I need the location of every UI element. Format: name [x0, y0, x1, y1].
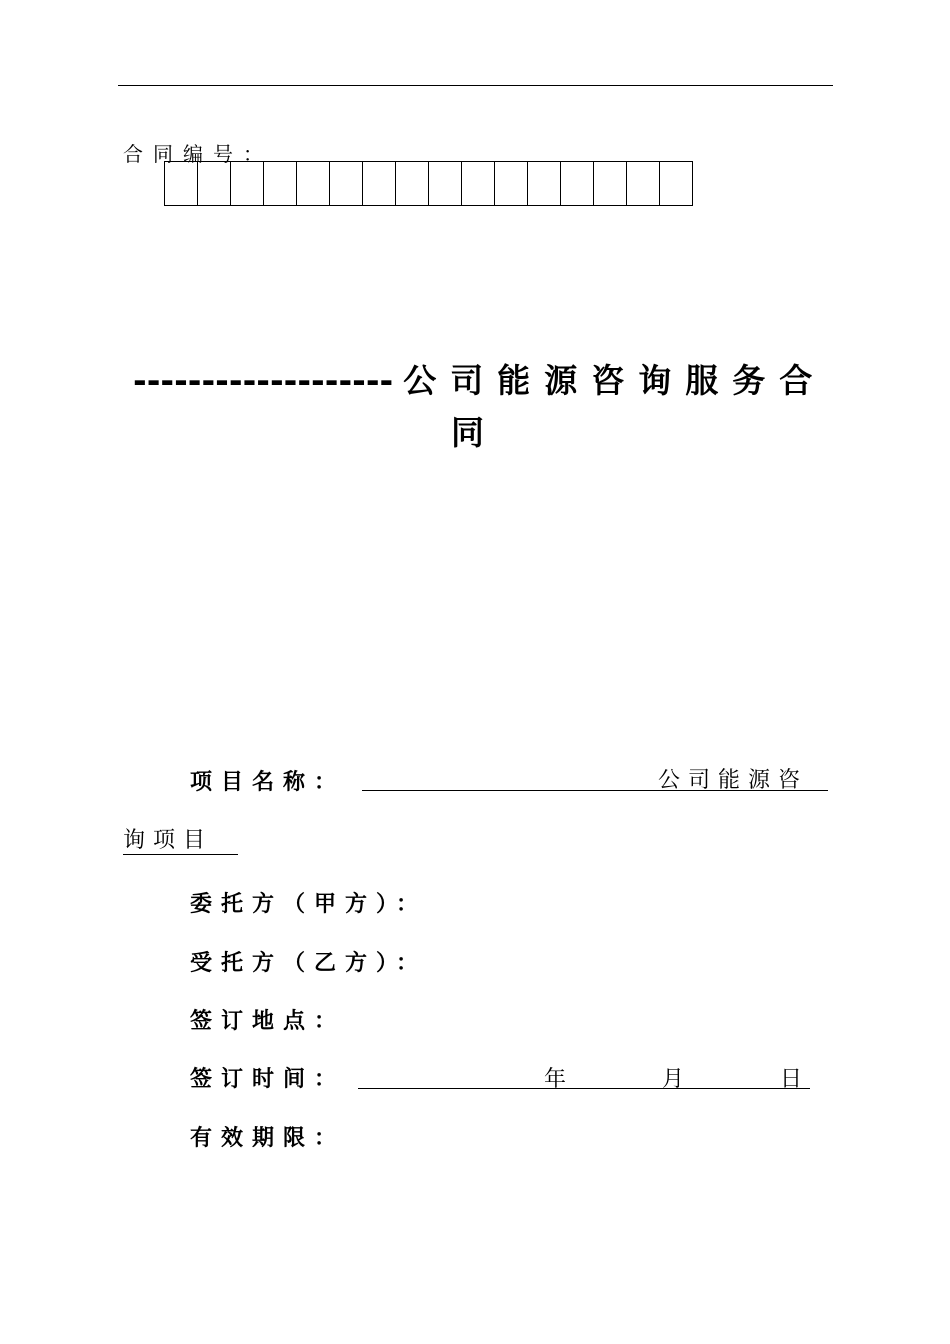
contract-number-box[interactable]: [330, 162, 363, 205]
day-label: 日: [780, 1067, 803, 1092]
contract-number-box[interactable]: [396, 162, 429, 205]
title-line-1: 公司能源咨询服务合: [403, 361, 827, 400]
contract-number-box[interactable]: [528, 162, 561, 205]
client-label: 委托方（甲方）：: [190, 892, 428, 917]
title-dashes: -------------------: [133, 361, 394, 400]
project-name-label: 项目名称：: [190, 770, 346, 795]
validity-label: 有效期限：: [190, 1126, 346, 1151]
contract-number-label: 合同编号：: [123, 142, 273, 166]
contract-number-box[interactable]: [495, 162, 528, 205]
contract-number-box[interactable]: [198, 162, 231, 205]
contract-number-box[interactable]: [660, 162, 693, 205]
project-name-value-continued: 询项目: [123, 828, 238, 855]
contract-number-box[interactable]: [264, 162, 297, 205]
sign-place-label: 签订地点：: [190, 1009, 346, 1034]
contract-number-box[interactable]: [627, 162, 660, 205]
contract-number-box[interactable]: [297, 162, 330, 205]
contract-number-box[interactable]: [429, 162, 462, 205]
contract-number-box[interactable]: [363, 162, 396, 205]
contract-number-box[interactable]: [561, 162, 594, 205]
contractor-label: 受托方（乙方）：: [190, 951, 428, 976]
contract-number-boxes[interactable]: [164, 161, 693, 206]
month-label: 月: [662, 1067, 685, 1092]
contract-number-box[interactable]: [165, 162, 198, 205]
title-line-2: 同: [451, 413, 484, 452]
contract-number-box[interactable]: [462, 162, 495, 205]
contract-number-box[interactable]: [594, 162, 627, 205]
sign-time-label: 签订时间：: [190, 1067, 346, 1092]
contract-number-box[interactable]: [231, 162, 264, 205]
sign-time-underline[interactable]: [358, 1062, 810, 1089]
header-rule: [118, 85, 833, 86]
year-label: 年: [544, 1067, 567, 1092]
project-name-value: 公司能源咨: [658, 768, 809, 793]
